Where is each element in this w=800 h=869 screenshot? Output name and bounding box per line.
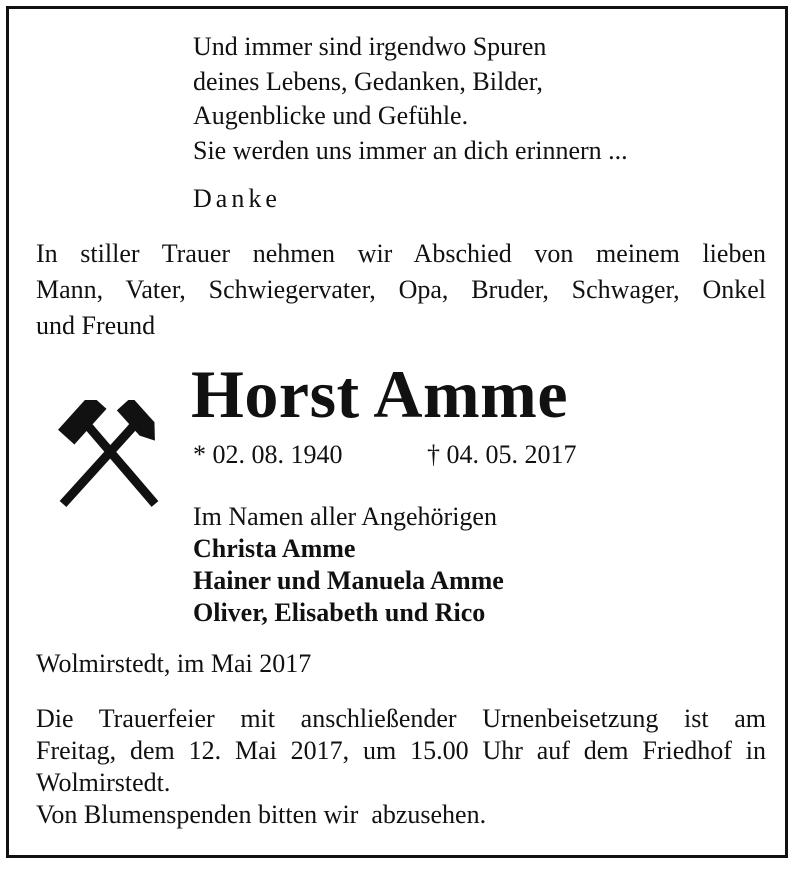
family-name: Christa Amme [193,534,356,563]
poem [193,30,628,168]
ceremony-line: Wolmirstedt. [36,768,171,797]
poem-line: Und immer sind irgendwo Spuren [193,32,547,61]
family-name: Hainer und Manuela Amme [193,566,504,595]
poem-line: Augenblicke und Gefühle. [193,101,469,130]
poem-line: deines Lebens, Gedanken, Bilder, [193,66,543,96]
death-date: † 04. 05. 2017 [427,440,577,469]
poem-line: Sie werden uns immer an dich erinnern ... [193,135,628,165]
family-heading: Im Namen aller Angehörigen [193,502,497,531]
place-date: Wolmirstedt, im Mai 2017 [36,649,312,678]
crossed-hammers-icon [47,400,172,515]
intro-line: In stiller Trauer nehmen wir Abschied von meinem lieben [36,239,766,268]
intro-line: und Freund [36,311,156,340]
deceased-name: Horst Amme [191,356,569,432]
ceremony-text [36,703,766,831]
ceremony-line: Die Trauerfeier mit anschließender Urnenbeisetzung ist am [36,704,766,733]
family-name: Oliver, Elisabeth und Rico [193,598,486,627]
birth-date: * 02. 08. 1940 [193,440,343,469]
intro-line: Mann, Vater, Schwiegervater, Opa, Bruder, Schwager, Onkel [36,275,766,304]
ceremony-line: Von Blumenspenden bitten wir abzusehen. [36,800,487,829]
family-signature [193,501,504,629]
intro-text [36,236,766,344]
ceremony-line: Freitag, dem 12. Mai 2017, um 15.00 Uhr auf dem Friedhof in [36,736,766,765]
thanks-text: Danke [193,184,281,213]
